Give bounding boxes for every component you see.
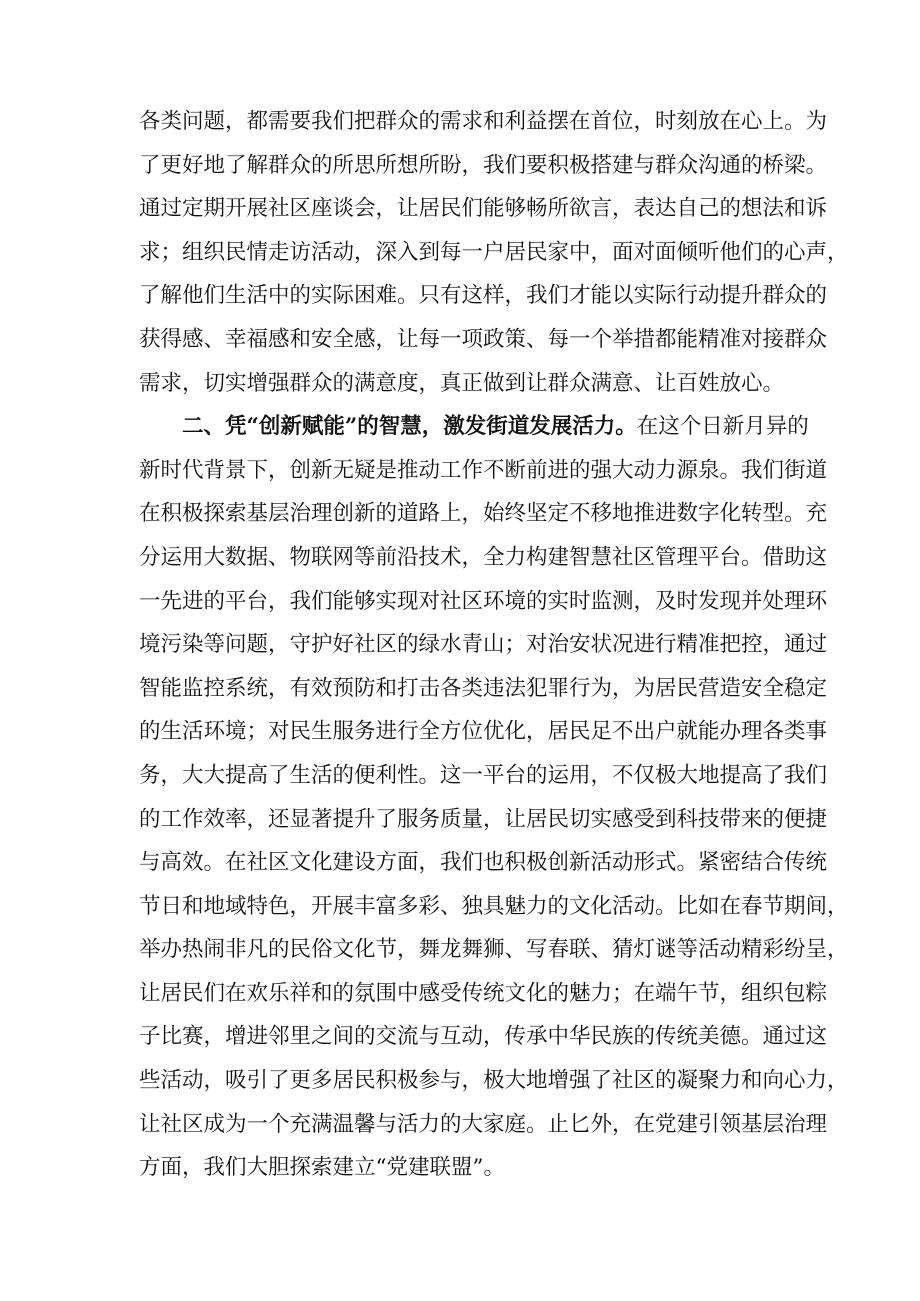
text-line: 了解他们生活中的实际困难。只有这样，我们才能以实际行动提升群众的 — [139, 283, 828, 309]
text-line: 务，大大提高了生活的便利性。这一平台的运用，不仅极大地提高了我们 — [139, 762, 828, 788]
text-line: 举办热闹非凡的民俗文化节，舞龙舞狮、写春联、猜灯谜等活动精彩纷呈， — [139, 937, 849, 963]
text-line: 与高效。在社区文化建设方面，我们也积极创新活动形式。紧密结合传统 — [139, 850, 828, 876]
text-line: 求；组织民情走访活动，深入到每一户居民家中，面对面倾听他们的心声， — [139, 239, 849, 265]
text-line: 智能监控系统，有效预防和打击各类违法犯罪行为，为居民营造安全稳定 — [139, 675, 828, 701]
text-line: 获得感、幸福感和安全感，让每一项政策、每一个举措都能精准对接群众 — [139, 326, 828, 352]
text-line: 新时代背景下，创新无疑是推动工作不断前进的强大动力源泉。我们街道 — [139, 457, 828, 483]
body-text — [139, 100, 849, 1190]
section-heading: 二、凭“创新赋能”的智慧，激发街道发展活力。 — [182, 414, 637, 440]
text-line: 一先进的平台，我们能够实现对社区环境的实时监测，及时发现并处理环 — [139, 588, 828, 614]
paragraph-end-line: 方面，我们大胆探索建立“党建联盟”。 — [139, 1155, 505, 1181]
text-line: 节日和地域特色，开展丰富多彩、独具魅力的文化活动。比如在春节期间， — [139, 893, 849, 919]
section-heading-line — [139, 405, 809, 449]
text-line: 让社区成为一个充满温馨与活力的大家庭。止匕外，在党建引领基层治理 — [139, 1111, 828, 1137]
text-line: 分运用大数据、物联网等前沿技术，全力构建智慧社区管理平台。借助这 — [139, 544, 828, 570]
text-line: 了更好地了解群众的所思所想所盼，我们要积极搭建与群众沟通的桥梁。 — [139, 152, 828, 178]
paragraph-end-line: 需求，切实增强群众的满意度，真正做到让群众满意、让百姓放心。 — [139, 370, 785, 396]
section-heading-continuation: 在这个日新月异的 — [636, 414, 809, 440]
text-line: 的工作效率，还显著提升了服务质量，让居民切实感受到科技带来的便捷 — [139, 806, 828, 832]
text-line: 在积极探索基层治理创新的道路上，始终坚定不移地推进数字化转型。充 — [139, 501, 828, 527]
text-line: 的生活环境；对民生服务进行全方位优化，居民足不出户就能办理各类事 — [139, 719, 828, 745]
text-line: 通过定期开展社区座谈会，让居民们能够畅所欲言，表达自己的想法和诉 — [139, 196, 828, 222]
text-line: 些活动，吸引了更多居民积极参与，极大地增强了社区的凝聚力和向心力， — [139, 1068, 849, 1094]
text-line: 各类问题，都需要我们把群众的需求和利益摆在首位，时刻放在心上。为 — [139, 109, 828, 134]
text-line: 子比赛，增进邻里之间的交流与互动，传承中华民族的传统美德。通过这 — [139, 1024, 828, 1050]
text-line: 境污染等问题，守护好社区的绿水青山；对治安状况进行精准把控，通过 — [139, 632, 828, 658]
text-line: 让居民们在欢乐祥和的氛围中感受传统文化的魅力；在端午节，组织包粽 — [139, 980, 828, 1006]
